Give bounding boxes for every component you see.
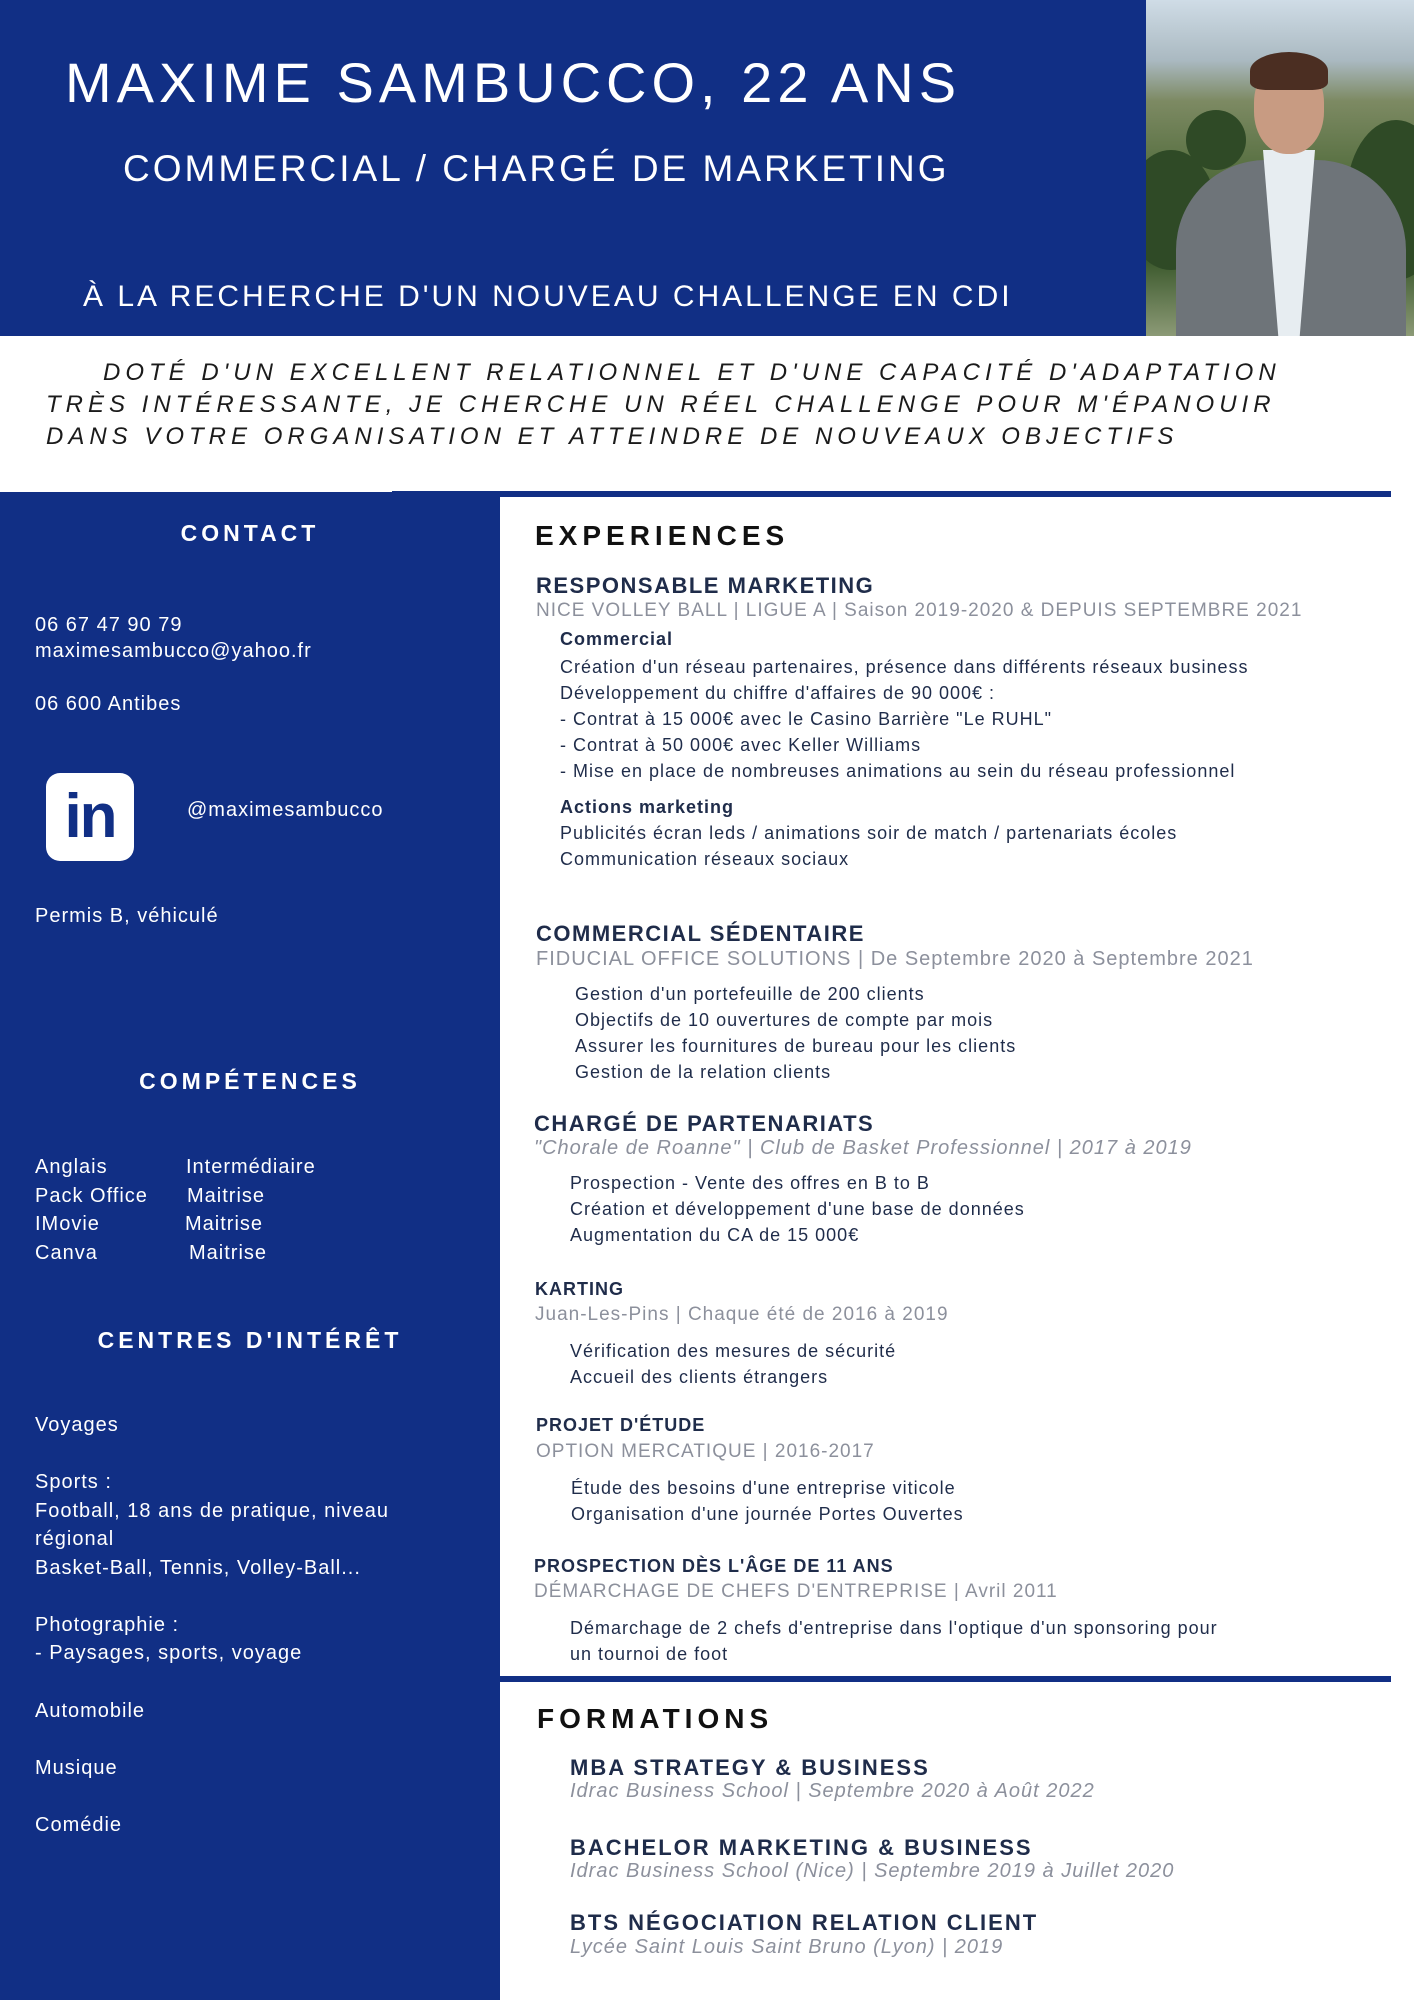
contact-email[interactable]: maximesambucco@yahoo.fr [35,640,312,662]
interets-heading: CENTRES D'INTÉRÊT [97,1327,403,1353]
formation-subtitle: Idrac Business School | Septembre 2020 à Août 2022 [570,1780,1095,1802]
candidate-name: MAXIME SAMBUCCO, 22 ANS [65,51,962,114]
job-detail-line: Étude des besoins d'une entreprise viticole [571,1478,956,1498]
interest-item: Automobile [35,1700,146,1722]
job-subtitle: OPTION MERCATIQUE | 2016-2017 [536,1441,875,1462]
formations-heading: FORMATIONS [537,1703,774,1734]
job-title: PROJET D'ÉTUDE [536,1415,706,1435]
contact-phone[interactable]: 06 67 47 90 79 [35,614,183,636]
job-title: COMMERCIAL SÉDENTAIRE [536,921,865,946]
linkedin-icon[interactable]: in [46,773,134,861]
profile-photo [1146,0,1414,336]
job-title: CHARGÉ DE PARTENARIATS [534,1111,875,1136]
job-subtitle: DÉMARCHAGE DE CHEFS D'ENTREPRISE | Avril 2011 [534,1581,1058,1602]
job-title: PROSPECTION DÈS L'ÂGE DE 11 ANS [534,1556,894,1576]
job-title: RESPONSABLE MARKETING [536,573,875,598]
job-subsection-title: Actions marketing [560,797,735,817]
candidate-goal: À LA RECHERCHE D'UN NOUVEAU CHALLENGE EN CDI [83,280,1013,313]
skill-name: Canva [35,1242,98,1264]
contact-city: 06 600 Antibes [35,693,182,715]
job-detail-line: Création d'un réseau partenaires, présence dans différents réseaux business [560,657,1249,677]
skill-level: Maitrise [189,1242,268,1264]
driving-licence: Permis B, véhiculé [35,905,219,927]
formation-subtitle: Idrac Business School (Nice) | Septembre 2019 à Juillet 2020 [570,1860,1175,1882]
section-divider [392,491,1391,497]
job-detail-line: Augmentation du CA de 15 000€ [570,1225,860,1245]
skill-level: Intermédiaire [186,1156,316,1178]
summary-line: DOTÉ D'UN EXCELLENT RELATIONNEL ET D'UNE CAPACITÉ D'ADAPTATION [103,359,1281,386]
linkedin-handle[interactable]: @maximesambucco [187,799,384,821]
formation-subtitle: Lycée Saint Louis Saint Bruno (Lyon) | 2019 [570,1936,1004,1958]
formation-title: MBA STRATEGY & BUSINESS [570,1755,930,1780]
job-subtitle: FIDUCIAL OFFICE SOLUTIONS | De Septembre 2020 à Septembre 2021 [536,948,1254,970]
skill-level: Maitrise [187,1185,266,1207]
interest-item: Sports : [35,1471,112,1493]
job-detail-line: - Contrat à 15 000€ avec le Casino Barrière "Le RUHL" [560,709,1052,729]
job-detail-line: Prospection - Vente des offres en B to B [570,1173,930,1193]
job-subtitle: NICE VOLLEY BALL | LIGUE A | Saison 2019-2020 & DEPUIS SEPTEMBRE 2021 [536,600,1303,621]
job-detail-line: Démarchage de 2 chefs d'entreprise dans l'optique d'un sponsoring pour [570,1618,1218,1638]
contact-heading: CONTACT [180,520,320,546]
job-title: KARTING [535,1279,624,1299]
interest-item: Voyages [35,1414,119,1436]
summary-line: DANS VOTRE ORGANISATION ET ATTEINDRE DE NOUVEAUX OBJECTIFS [46,423,1179,450]
job-detail-line: Vérification des mesures de sécurité [570,1341,897,1361]
job-detail-line: Organisation d'une journée Portes Ouvertes [571,1504,964,1524]
job-detail-line: - Contrat à 50 000€ avec Keller Williams [560,735,922,755]
competences-heading: COMPÉTENCES [139,1068,361,1094]
formation-title: BACHELOR MARKETING & BUSINESS [570,1835,1033,1860]
job-detail-line: Gestion de la relation clients [575,1062,832,1082]
job-detail-line: Développement du chiffre d'affaires de 90 000€ : [560,683,996,703]
job-subtitle: Juan-Les-Pins | Chaque été de 2016 à 2019 [535,1304,949,1325]
job-detail-line: - Mise en place de nombreuses animations au sein du réseau professionnel [560,761,1236,781]
section-divider [500,1676,1391,1682]
profile-summary [0,336,1414,492]
job-subsection-title: Commercial [560,629,674,649]
interest-item: Football, 18 ans de pratique, niveau [35,1500,389,1522]
interest-item: régional [35,1528,115,1550]
job-detail-line: Accueil des clients étrangers [570,1367,829,1387]
sidebar [0,492,500,2000]
skill-level: Maitrise [185,1213,264,1235]
experiences-heading: EXPERIENCES [535,520,790,551]
header-banner [0,0,1146,336]
formation-title: BTS NÉGOCIATION RELATION CLIENT [570,1910,1039,1935]
interest-item: Basket-Ball, Tennis, Volley-Ball... [35,1557,361,1579]
job-detail-line: Assurer les fournitures de bureau pour les clients [575,1036,1017,1056]
interest-item: Musique [35,1757,118,1779]
job-detail-line: Gestion d'un portefeuille de 200 clients [575,984,925,1004]
job-detail-line: un tournoi de foot [570,1644,729,1664]
interest-item: Photographie : [35,1614,180,1636]
job-detail-line: Communication réseaux sociaux [560,849,850,869]
skill-name: IMovie [35,1213,100,1235]
job-detail-line: Objectifs de 10 ouvertures de compte par mois [575,1010,994,1030]
interest-item: - Paysages, sports, voyage [35,1642,303,1664]
interest-item: Comédie [35,1814,123,1836]
skill-name: Anglais [35,1156,108,1178]
candidate-role: COMMERCIAL / CHARGÉ DE MARKETING [123,148,950,189]
summary-line: TRÈS INTÉRESSANTE, JE CHERCHE UN RÉEL CHALLENGE POUR M'ÉPANOUIR [46,391,1276,418]
job-subtitle: "Chorale de Roanne" | Club de Basket Professionnel | 2017 à 2019 [534,1137,1192,1159]
job-detail-line: Publicités écran leds / animations soir de match / partenariats écoles [560,823,1178,843]
skill-name: Pack Office [35,1185,148,1207]
job-detail-line: Création et développement d'une base de données [570,1199,1025,1219]
